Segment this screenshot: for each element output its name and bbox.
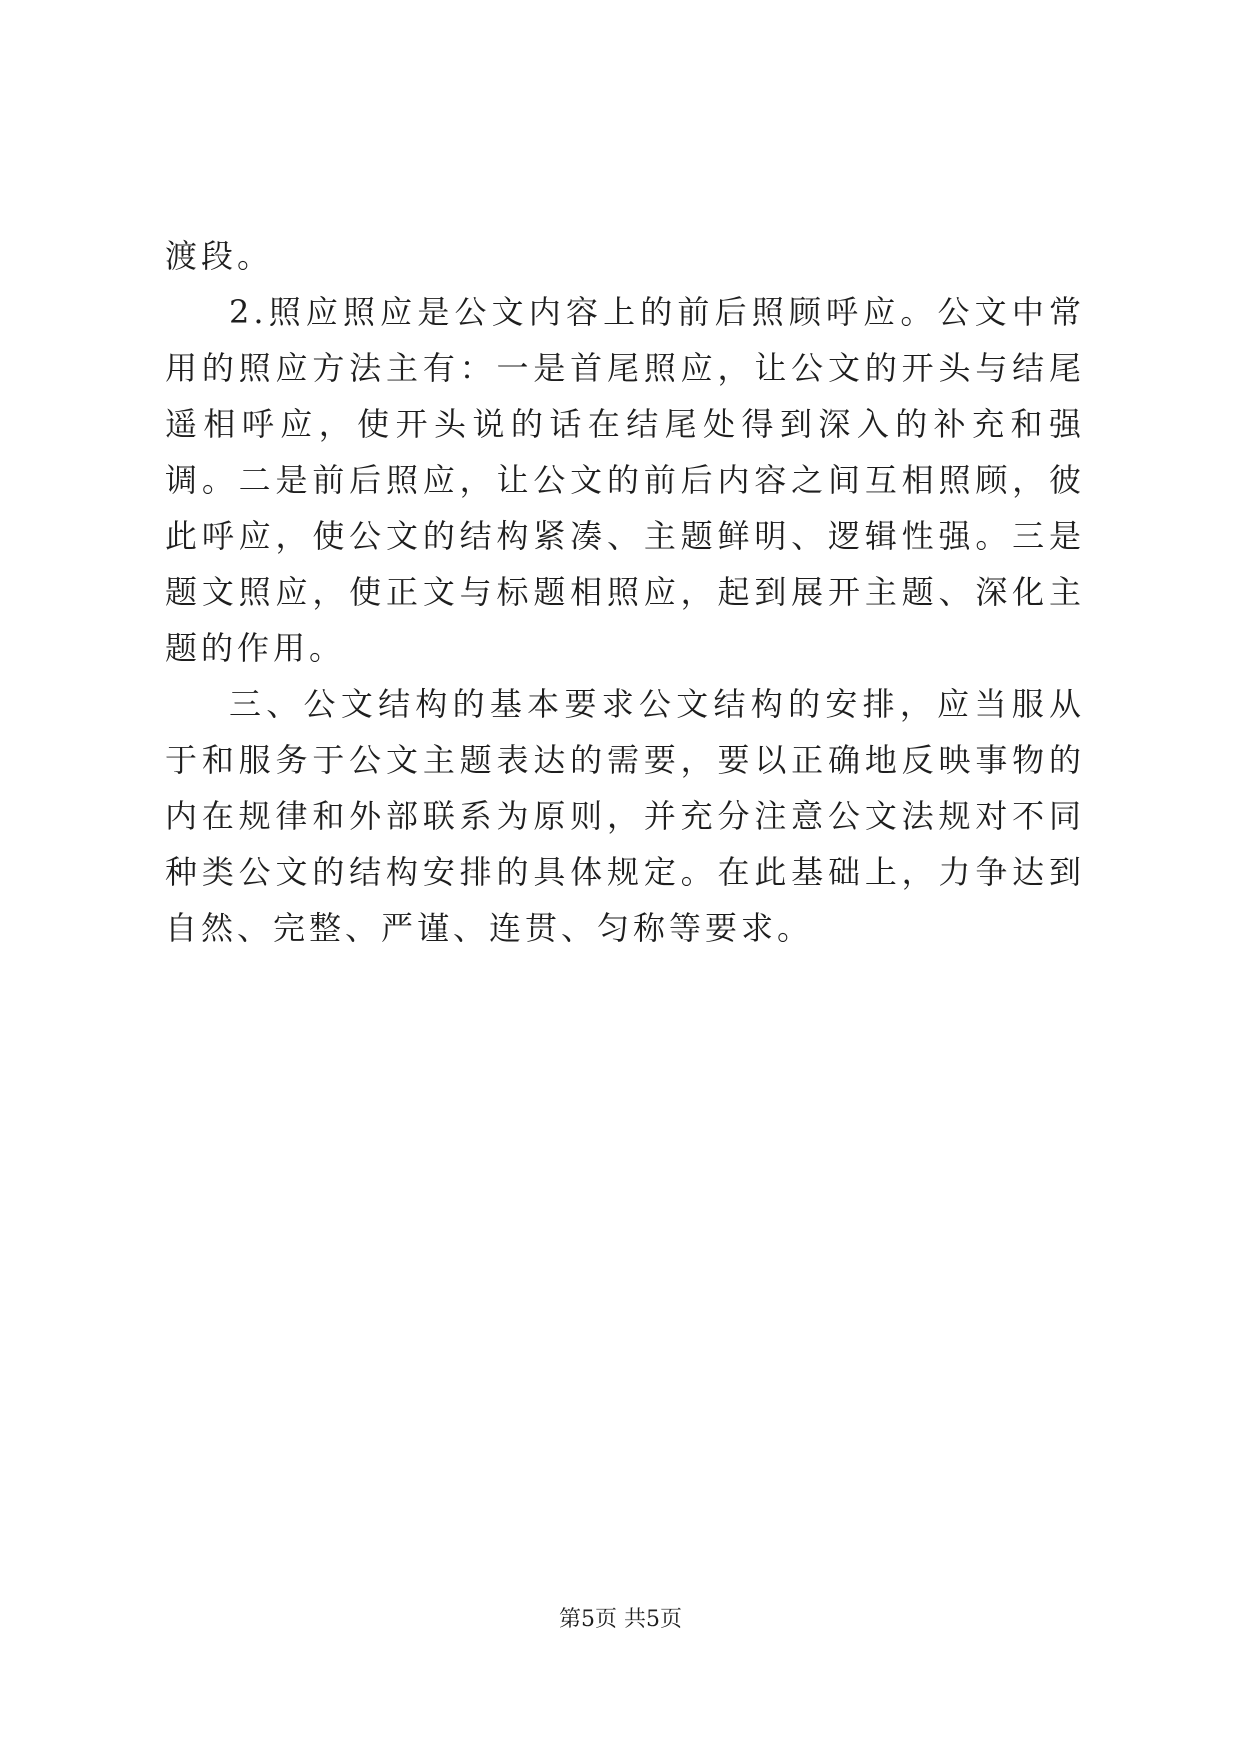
- paragraph-echo-methods: 2.照应照应是公文内容上的前后照顾呼应。公文中常用的照应方法主有：一是首尾照应，让公文的开头与结尾遥相呼应，使开头说的话在结尾处得到深入的补充和强调。二是前后照应，让公文的前后内容之间互相照顾，彼此呼应，使公文的结构紧凑、主题鲜明、逻辑性强。三是题文照应，使正文与标题相照应，起到展开主题、深化主题的作用。: [165, 293, 1085, 667]
- paragraph-structure-requirements: 三、公文结构的基本要求公文结构的安排，应当服从于和服务于公文主题表达的需要，要以正确地反映事物的内在规律和外部联系为原则，并充分注意公文法规对不同种类公文的结构安排的具体规定。在此基础上，力争达到自然、完整、严谨、连贯、匀称等要求。: [165, 685, 1085, 947]
- document-body: [165, 228, 1085, 956]
- page-footer: 第5页 共5页: [559, 1607, 682, 1632]
- paragraph-continuation: 渡段。: [165, 237, 274, 275]
